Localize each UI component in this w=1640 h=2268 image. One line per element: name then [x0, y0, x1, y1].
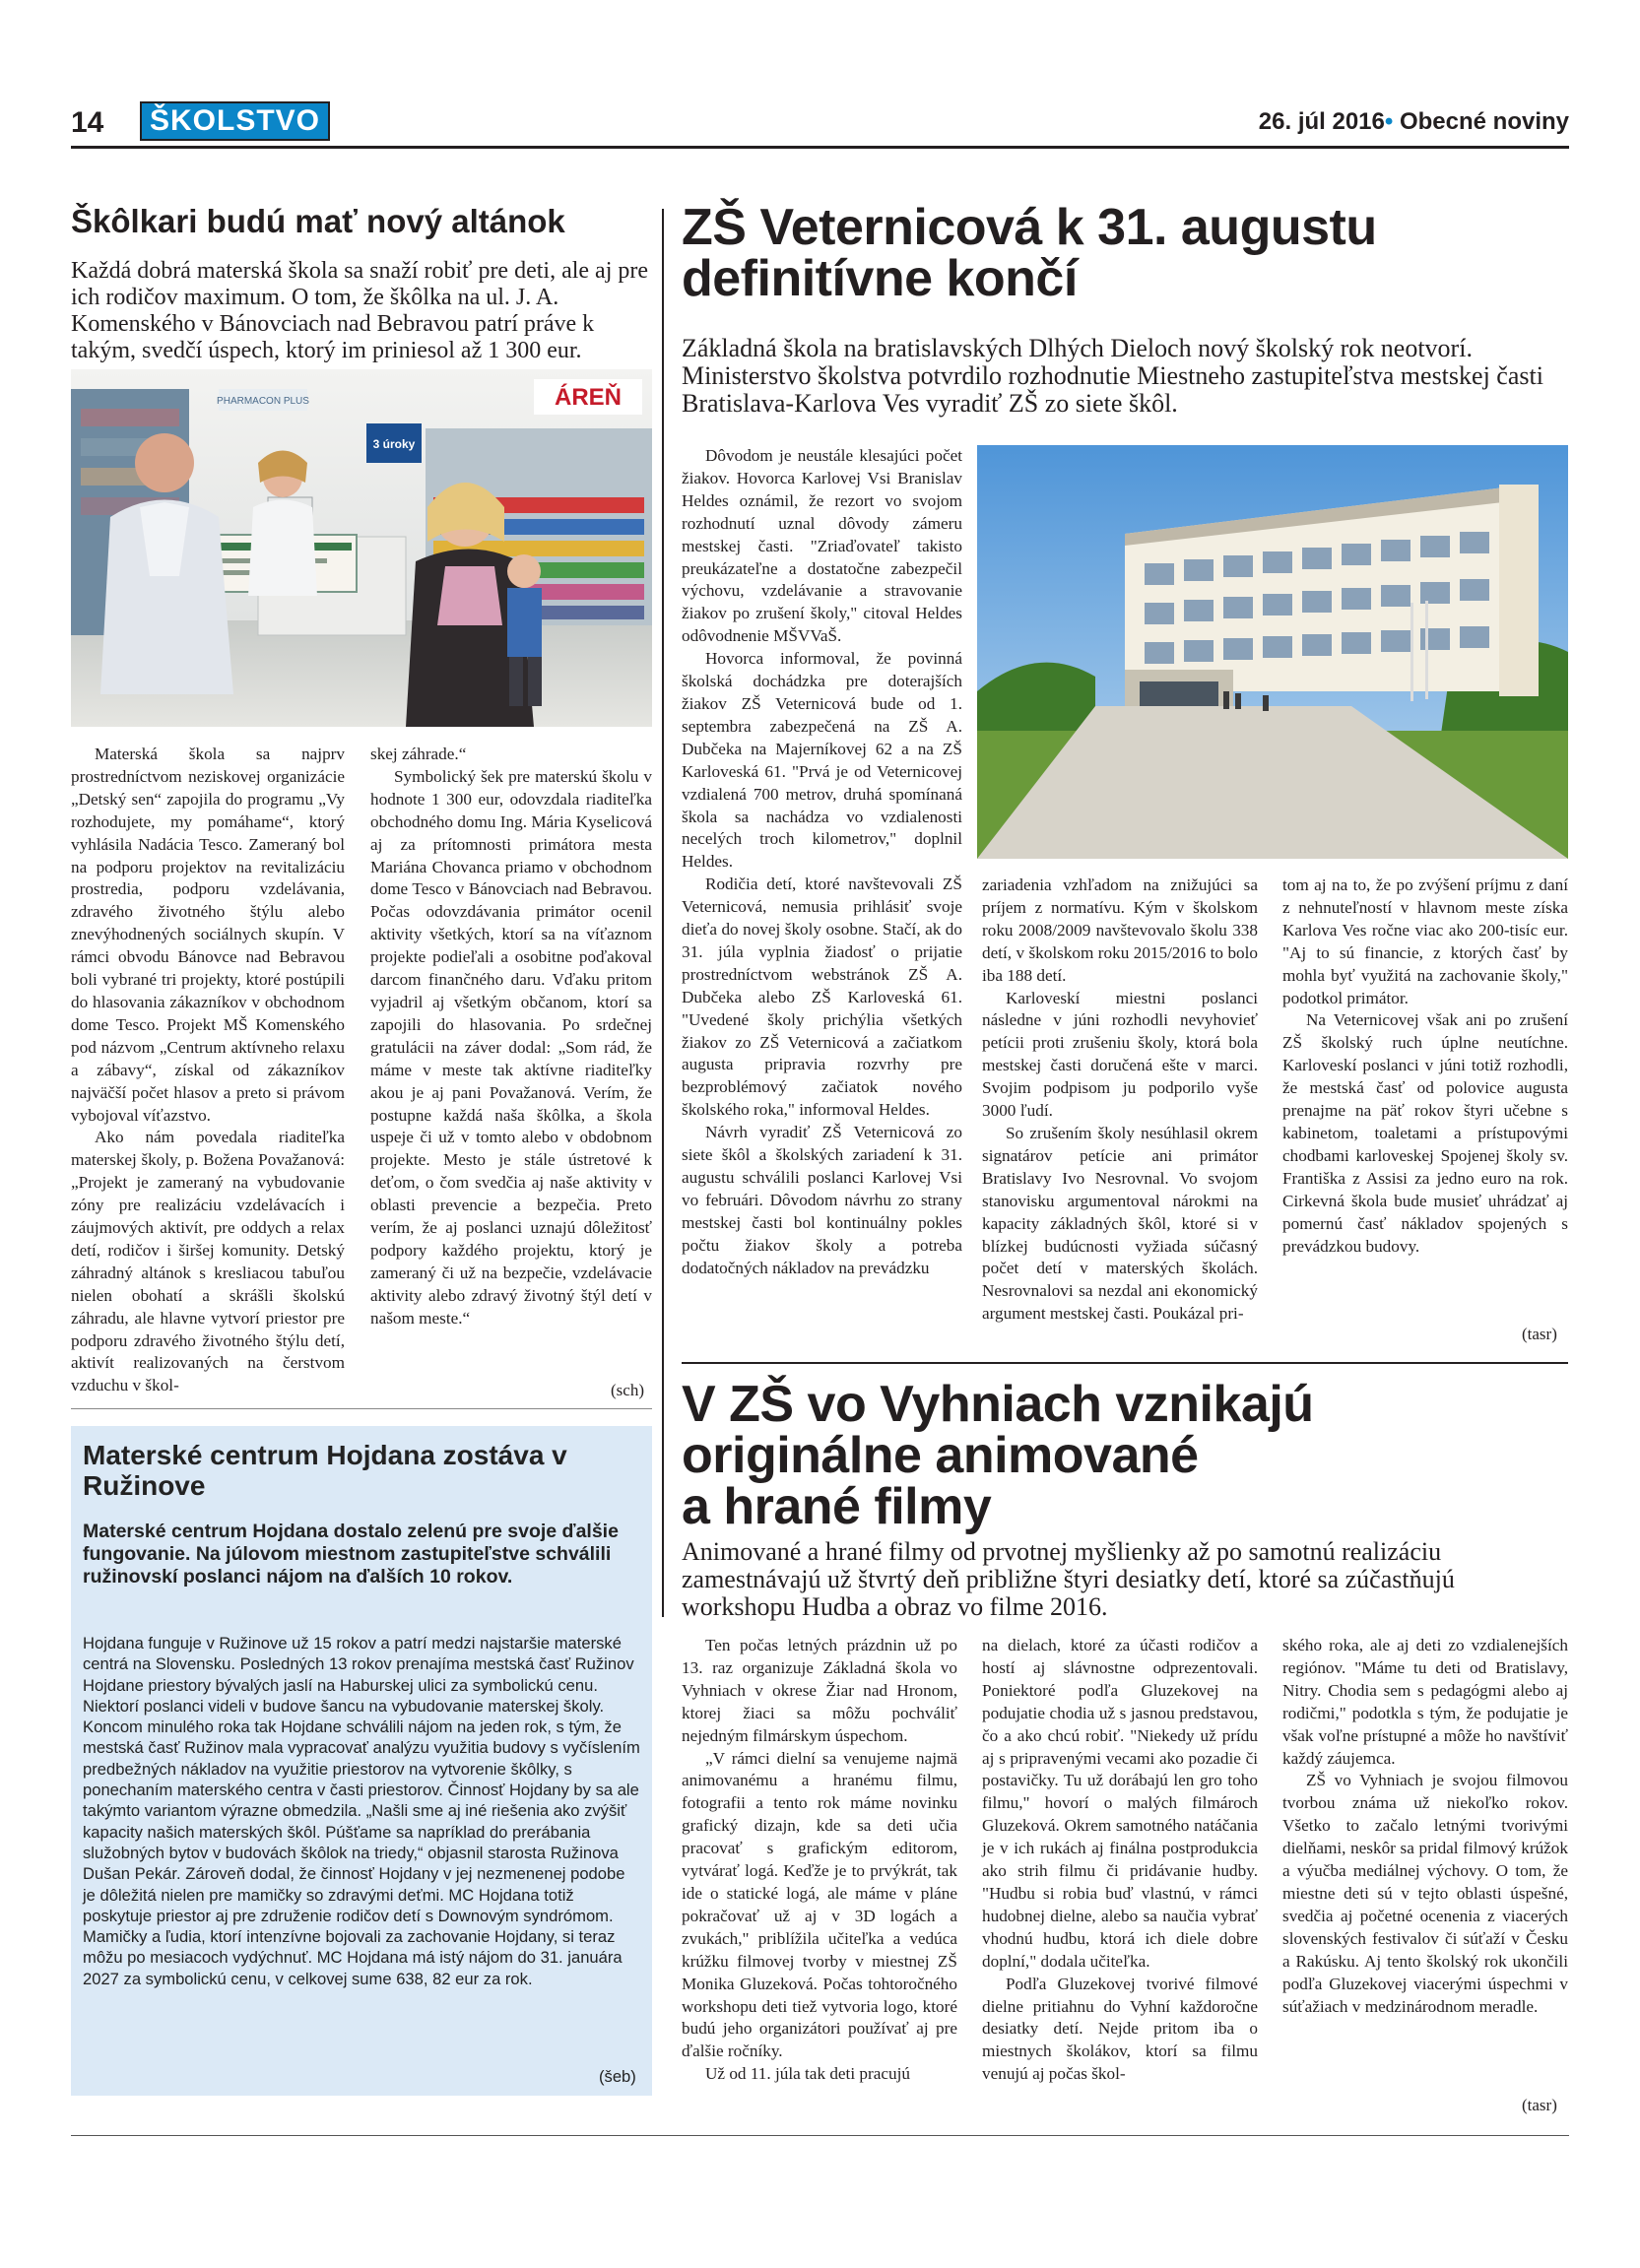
- paragraph: ZŠ vo Vyhniach je svojou filmovou tvorbou známa už niekoľko rokov. Všetko to začalo letnými tvorivými dielňami, neskôr sa pridal filmový krúžok a výučba mediálnej výchovy. O tom, že miestne deti sú v tejto oblasti úspešné, svedčia aj početné ocenenia z viacerých slovenských festivalov či súťaží v Česku a Rakúsku. Aj tento školský rok ukončili podľa Gluzekovej viacerými úspechmi v súťažiach v medzinárodnom meradle.: [1282, 1771, 1568, 2016]
- signature-veternicova: (tasr): [1522, 1325, 1557, 1343]
- paragraph: Hojdana funguje v Ružinove už 15 rokov a patrí medzi najstaršie materské centrá na Slovensku. Posledných 13 rokov prenajíma mestská časť Ružinov Hojdane priestory bývalých jaslí na Haburskej ulici za symbolickú cenu. Niektorí poslanci videli v budove šancu na vybudovanie materskej školy. Koncom minulého roka tak Hojdane schválili nájom na jeden rok, s tým, že mestská časť Ružinov mala vypracovať analýzu využitia budovy s vyčíslením predbežných nákladov na využitie priestorov na vytvorenie škôlky, s ponechaním materského centra v časti priestorov. Činnosť Hojdany by sa ale takýmto variantom výrazne obmedzila. „Našli sme aj iné riešenia ako zvýšiť kapacity našich materských škôl. Púšťame sa napríklad do prerábania služobných bytov v budovách škôlok na triedy,“ objasnil starosta Ružinova Dušan Pekár. Zároveň dodal, že činnosť Hojdany v jej nezmenenej podobe je dôležitá nielen pre mamičky so zdravými deťmi. MC Hojdana totiž poskytuje priestor aj pre združenie rodičov detí s Downovým syndrómom.: [83, 1634, 640, 1925]
- vyhne-column-1: [682, 1635, 957, 2086]
- paragraph: „V rámci dielní sa venujeme najmä animovanému a hranému filmu, fotografii a tento rok máme novinku grafický dizajn, kde sa deti učia pracovať s grafickým editorom, vytvárať logá. Keďže je to prvýkrát, tak ide o statické logá, ale máme v pláne pokračovať už aj v 3D logách a zvukách," priblížila učiteľka a vedúca krúžku filmovej tvorby v miestnej ZŠ Monika Gluzeková. Počas tohtoročného workshopu deti tiež vytvoria logo, ktoré budú jeho organizátori používať aj pre ďalšie ročníky.: [682, 1748, 957, 2061]
- paragraph: na dielach, ktoré za účasti rodičov a hostí aj slávnostne odprezentovali. Poniektoré podľa Gluzekovej na podujatie chodia už s jasnou predstavou, čo a ako chcú robiť. "Niekedy už prídu aj s pripravenými vecami ako pozadie či postavičky. Tu už dorábajú len gro toho filmu," hovorí o malých filmároch Gluzeková. Okrem samotného natáčania je v ich rukách aj finálna postprodukcia ako strih filmu či pridávanie hudby. "Hudbu si robia buď vlastnú, v rámci hudobnej dielne, alebo sa naučia vybrať vhodnú hudbu, ktorá ich diele dobre doplní," dodala učiteľka.: [982, 1636, 1258, 1971]
- paragraph: Dôvodom je neustále klesajúci počet žiakov. Hovorca Karlovej Vsi Branislav Heldes oznámil, že rezort vo svojom rozhodnutí uznal dôvody zámeru mestskej časti. "Zriaďovateľ takisto preukázateľne a dostatočne zabezpečil výchovu, vzdelávanie a stravovanie žiakov po zrušení školy," citoval Heldes odôvodnenie MŠVVaŠ.: [682, 446, 962, 646]
- veternicova-column-3: [1282, 875, 1568, 1258]
- section-rule: [682, 1362, 1568, 1364]
- photo-sign-text: ÁREŇ: [554, 384, 623, 411]
- issue-date: 26. júl 2016: [1258, 108, 1385, 135]
- vyhne-column-2: [982, 1635, 1258, 2086]
- headline-veternicova: [682, 199, 1568, 307]
- headline-hojdana: Materské centrum Hojdana zostáva v Ružinove: [83, 1440, 567, 1501]
- lead-skolkari: Každá dobrá materská škola sa snaží robiť pre deti, ale aj pre ich rodičov maximum. O tom, že škôlka na ul. J. A. Komenského v Bánovciach nad Bebravou patrí práve k takým, svedčí úspech, ktorý im priniesol až 1 300 eur.: [71, 258, 649, 363]
- headline-line: definitívne končí: [682, 250, 1078, 307]
- hojdana-body: [83, 1633, 640, 1989]
- lead-hojdana: Materské centrum Hojdana dostalo zelenú pre svoje ďalšie fungovanie. Na júlovom miestnom zastupiteľstve schválili ružinovskí poslanci nájom na ďalších 10 rokov.: [83, 1521, 619, 1588]
- signature-hojdana: (šeb): [599, 2067, 636, 2086]
- headline-line: ZŠ Veternicová k 31. augustu: [682, 199, 1377, 256]
- bottom-rule: [71, 2135, 1569, 2136]
- veternicova-column-2: [982, 875, 1258, 1326]
- skolkari-column-2: [370, 744, 652, 1330]
- paragraph: tom aj na to, že po zvýšení príjmu z daní z nehnuteľností v hlavnom meste získa Karlova Ves ročne viac ako 200-tisíc eur. "Aj to sú financie, z ktorých časť by mohla byť využitá na zachovanie školy," podotkol primátor.: [1282, 875, 1568, 1007]
- paragraph: Návrh vyradiť ZŠ Veternicová zo siete škôl a školských zariadení k 31. augustu schválili poslanci Karlovej Vsi vo februári. Dôvodom návrhu zo strany mestskej časti bol kontinuálny pokles počtu žiakov školy a potreba dodatočných nákladov na prevádzku: [682, 1123, 962, 1277]
- signature-vyhne: (tasr): [1522, 2096, 1557, 2114]
- paragraph: Symbolický šek pre materskú školu v hodnote 1 300 eur, odovzdala riaditeľka obchodného domu Ing. Mária Kyselicová aj za prítomnosti primátora mesta Mariána Chovanca priamo v obchodnom dome Tesco v Bánovciach nad Bebravou. Počas odovzdávania primátor ocenil aktivity všetkých, ktorí sa na víťaznom projekte podieľali a osobitne poďakoval darcom finančného daru. Vďaku pritom vyjadril aj všetkým občanom, ktorí sa zapojili do hlasovania. Po srdečnej gratulácii na záver dodal: „Som rád, že máme v meste tak aktívne riaditeľky akou je aj pani Považanová. Verím, že postupne každá naša škôlka, a škola uspeje či už v tomto alebo v obdobnom projekte. Mesto je stále ústretové k deťom, o čom svedčia aj naše aktivity v oblasti prevencie a bezpečia. Preto verím, že aj poslanci uznajú dôležitosť podpory každého projektu, ktorý je zameraný či už na bezpečie, vzdelávacie aktivity alebo zdravý životný štýl detí v našom meste.“: [370, 766, 652, 1328]
- headline-vyhne: [682, 1376, 1568, 1535]
- paragraph: skej záhrade.“: [370, 745, 467, 763]
- column-divider: [662, 209, 664, 1617]
- section-label: ŠKOLSTVO: [140, 101, 330, 141]
- paragraph: Rodičia detí, ktoré navštevovali ZŠ Veternicová, nemusia prihlásiť svoje dieťa do novej školy osobne. Stačí, ak do 31. júla vyplnia žiadosť o prijatie prostredníctvom webstránok ZŠ A. Dubčeka alebo ZŠ Karloveská 61. "Uvedené školy prichýlia všetkých žiakov zo ZŠ Veternicová a začiatkom augusta pripravia rozvrhy pre bezproblémový začiatok nového školského roka," informoval Heldes.: [682, 875, 962, 1120]
- photo-tesco-check-image: [71, 369, 652, 727]
- veternicova-column-1: [682, 445, 962, 1280]
- paragraph: So zrušením školy nesúhlasil okrem signatárov petície ani primátor Bratislavy Ivo Nesrovnal. Vo svojom stanovisku argumentoval nárokmi na kapacity základných škôl, ktoré si v blízkej budúcnosti vyžiada súčasný počet detí v materských školách. Nesrovnalovi sa nezdal ani ekonomický argument mestskej časti. Poukázal pri-: [982, 1123, 1258, 1324]
- publication-name: Obecné noviny: [1399, 108, 1569, 135]
- photo-sign-text: 3 úroky: [372, 437, 416, 451]
- issue-info: [1259, 108, 1569, 136]
- paragraph: Materská škola sa najprv prostredníctvom neziskovej organizácie „Detský sen“ zapojila do programu „Vy rozhodujete, my pomáhame“, ktorý vyhlásila Nadácia Tesco. Zameraný bol na podporu projektov na revitalizáciu prostredia, podporu vzdelávania, zdravého životného štýlu alebo znevýhodnených sociálnych skupín. V rámci obvodu Bánovce nad Bebravou boli vybrané tri projekty, ktoré postúpili do hlasovania zákazníkov v obchodnom dome Tesco. Projekt MŠ Komenského pod názvom „Centrum aktívneho relaxu a zábavy“, získal od zákazníkov najväčší počet hlasov a preto si právom vybojoval víťazstvo.: [71, 745, 345, 1125]
- paragraph: Už od 11. júla tak deti pracujú: [705, 2064, 910, 2084]
- paragraph: Podľa Gluzekovej tvorivé filmové dielne pritiahnu do Vyhní každoročne desiatky detí. Nejde pritom iba o miestnych školákov, ktorí sa filmu venujú aj počas škol-: [982, 1974, 1258, 2084]
- signature-skolkari: (sch): [611, 1381, 644, 1399]
- bullet-dot: •: [1384, 108, 1394, 135]
- page-number: 14: [71, 106, 104, 139]
- masthead-rule: [71, 146, 1569, 149]
- skolkari-column-1: [71, 744, 345, 1397]
- paragraph: Ten počas letných prázdnin už po 13. raz organizuje Základná škola vo Vyhniach v okrese Žiar nad Hronom, ktorej žiaci sa môžu pochváliť nejedným filmárskym úspechom.: [682, 1636, 957, 1745]
- paragraph: Ako nám povedala riaditeľka materskej školy, p. Božena Považanová: „Projekt je zameraný na vybudovanie zóny pre realizáciu vzdelávacích i záujmových aktivít, pre oddych a relax detí, rodičov i širšej komunity. Detský záhradný altánok s kresliacou tabuľou nielen obohatí a skrášli školskú záhradu, ale hlavne vytvorí priestor pre podporu zdravého životného štýlu detí, aktivít realizovaných na čerstvom vzduchu v škol-: [71, 1128, 345, 1395]
- paragraph: Na Veternicovej však ani po zrušení ZŠ školský ruch úplne neutíchne. Karloveskí poslanci v júni totiž rozhodli, že mestská časť od polovice augusta prenajme na päť rokov štyri učebne s kabinetom, toaletami a prístupovými chodbami karloveskej Spojenej školy sv. Františka z Assisi za jedno euro na rok. Cirkevná škola bude musieť uhrádzať aj pomernú časť nákladov spojených s prevádzkou budovy.: [1282, 1010, 1568, 1256]
- photo-tesco-check: [71, 369, 652, 727]
- headline-line: a hrané filmy: [682, 1478, 992, 1535]
- paragraph: ského roka, ale aj deti zo vzdialenejších regiónov. "Máme tu deti od Bratislavy, Nitry. Chodia sem s pedagógmi alebo aj rodičmi," podotkla s tým, že podujatie je však voľne prístupné a môže ho navštíviť každý záujemca.: [1282, 1636, 1568, 1768]
- photo-sign-text: PHARMACON PLUS: [217, 396, 309, 407]
- headline-line: originálne animované: [682, 1427, 1199, 1484]
- lead-veternicova: Základná škola na bratislavských Dlhých Dieloch nový školský rok neotvorí. Ministerstvo školstva potvrdilo rozhodnutie Miestneho zastupiteľstva mestskej časti Bratislava-Karlova Ves vyradiť ZŠ zo siete škôl.: [682, 334, 1543, 418]
- paragraph: Mamičky a ľudia, ktorí intenzívne bojovali za zachovanie Hojdany, si teraz môžu po mesiacoch vydýchnuť. MC Hojdana má istý nájom do 31. januára 2027 za symbolickú cenu, v celkovej sume 638, 82 eur za rok.: [83, 1927, 623, 1988]
- headline-line: V ZŠ vo Vyhniach vznikajú: [682, 1376, 1314, 1433]
- headline-skolkari: Škôlkari budú mať nový altánok: [71, 203, 565, 239]
- section-rule: [71, 1408, 652, 1409]
- paragraph: Karloveskí miestni poslanci následne v júni rozhodli nevyhovieť petícii proti zrušeniu školy, ktorá bola mestskej časti doručená ešte v marci. Svojim podpisom ju podporilo vyše 3000 ľudí.: [982, 988, 1258, 1121]
- photo-school-building-image: [977, 445, 1568, 859]
- paragraph: Hovorca informoval, že povinná školská dochádzka pre doterajších žiakov ZŠ Veternicová bude od 1. septembra zabezpečená na ZŠ A. Dubčeka na Majerníkovej 62 a na ZŠ Karloveská 61. "Prvá je od Veternicovej vzdialená 700 metrov, druhá spomínaná škola sa nachádza vo vzdialenosti necelých troch kilometrov," doplnil Heldes.: [682, 649, 962, 872]
- photo-school-building: [977, 445, 1568, 859]
- paragraph: zariadenia vzhľadom na znižujúci sa príjem z normatívu. Kým v školskom roku 2008/2009 navštevovalo školu 338 detí, v školskom roku 2015/2016 to bolo iba 188 detí.: [982, 875, 1258, 985]
- lead-vyhne: Animované a hrané filmy od prvotnej myšlienky až po samotnú realizáciu zamestnávajú už štvrtý deň približne štyri desiatky detí, ktoré sa zúčastňujú workshopu Hudba a obraz vo filme 2016.: [682, 1537, 1455, 1621]
- vyhne-column-3: [1282, 1635, 1568, 2018]
